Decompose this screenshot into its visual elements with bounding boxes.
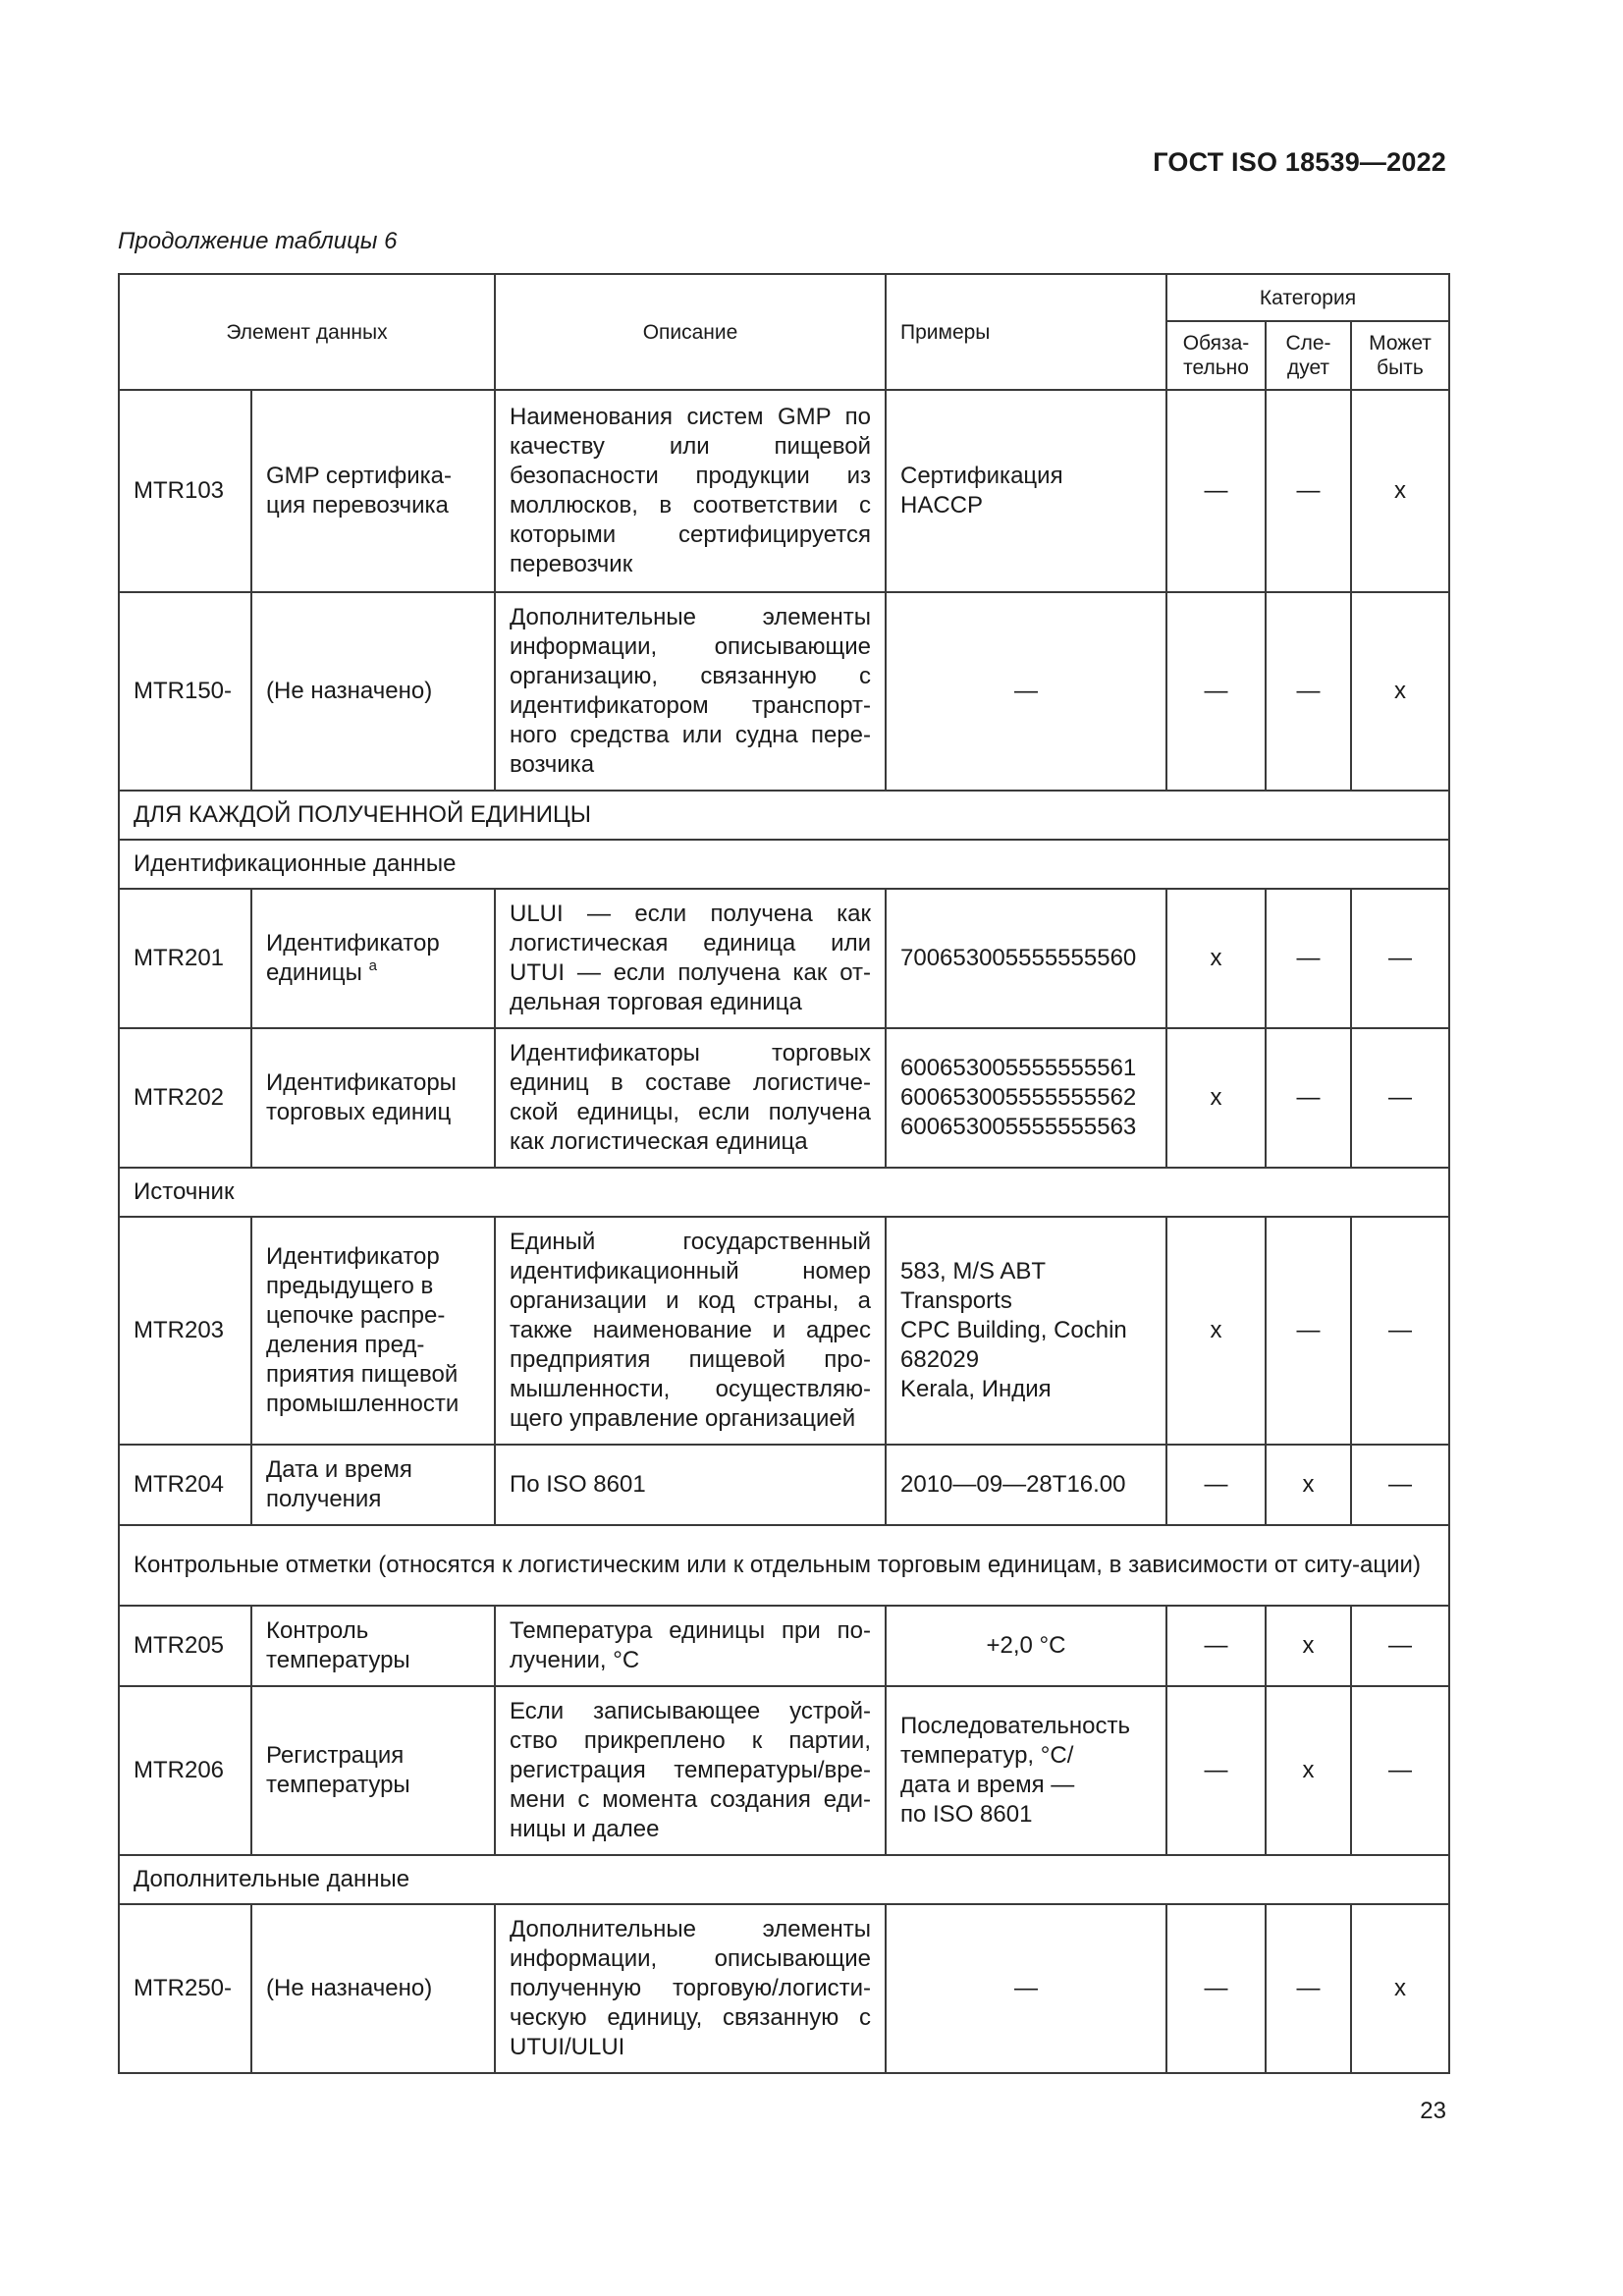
row-may: x [1351,592,1449,791]
section-identification: Идентификационные данные [119,840,1449,889]
row-example: Последовательность температур, °С/ дата и время — по ISO 8601 [886,1686,1166,1855]
row-example: Сертификация HACCP [886,390,1166,592]
section-row [119,1168,1449,1217]
row-description: Идентификаторы торговых единиц в составе логистиче-ской единицы, если получена как логистическая единица [495,1028,886,1168]
row-code: MTR205 [119,1606,251,1686]
row-mandatory: x [1166,1028,1266,1168]
footnote-marker: a [368,957,377,974]
section-source: Источник [119,1168,1449,1217]
section-row [119,791,1449,840]
row-may: — [1351,1217,1449,1445]
row-name-cell [251,889,495,1028]
header-examples: Примеры [886,274,1166,390]
row-name: (Не назначено) [251,592,495,791]
row-may: x [1351,1904,1449,2073]
row-name: Идентификаторы торговых единиц [251,1028,495,1168]
row-mandatory: x [1166,889,1266,1028]
row-code: MTR103 [119,390,251,592]
table-row [119,1445,1449,1525]
row-code: MTR203 [119,1217,251,1445]
row-example: — [886,592,1166,791]
table-row [119,889,1449,1028]
row-mandatory: — [1166,1606,1266,1686]
row-example: 583, M/S ABT Transports CPC Building, Cochin 682029 Kerala, Индия [886,1217,1166,1445]
table-row [119,1028,1449,1168]
row-mandatory: — [1166,1904,1266,2073]
row-should: — [1266,592,1351,791]
row-should: — [1266,1028,1351,1168]
row-should: — [1266,1904,1351,2073]
header-may: Может быть [1351,321,1449,390]
row-description: Если записывающее устрой-ство прикреплено к партии, регистрация температуры/вре-мени с момента создания еди-ницы и далее [495,1686,886,1855]
row-description: Дополнительные элементы информации, описывающие полученную торговую/логисти-ческую единицу, связанную с UTUI/ULUI [495,1904,886,2073]
row-name: Идентификатор предыдущего в цепочке распре- деления пред- приятия пищевой промышленности [251,1217,495,1445]
table-row [119,592,1449,791]
row-code: MTR150- [119,592,251,791]
section-row [119,1525,1449,1606]
row-may: x [1351,390,1449,592]
row-name: GMP сертифика- ция перевозчика [251,390,495,592]
table-header [119,274,1449,390]
section-row [119,840,1449,889]
table-row [119,1904,1449,2073]
table-row [119,390,1449,592]
row-should: — [1266,1217,1351,1445]
row-mandatory: x [1166,1217,1266,1445]
row-should: — [1266,889,1351,1028]
standard-number: ГОСТ ISO 18539—2022 [1153,147,1446,177]
table-row [119,1606,1449,1686]
row-mandatory: — [1166,390,1266,592]
header-mandatory: Обяза- тельно [1166,321,1266,390]
row-may: — [1351,889,1449,1028]
row-example: 2010—09—28T16.00 [886,1445,1166,1525]
row-should: — [1266,390,1351,592]
section-control: Контрольные отметки (относятся к логистическим или к отдельным торговым единицам, в зависимости от ситу-ации) [119,1525,1449,1606]
row-name: Идентификатор единицы [266,930,440,986]
section-additional: Дополнительные данные [119,1855,1449,1904]
row-should: x [1266,1686,1351,1855]
row-may: — [1351,1028,1449,1168]
row-name: Регистрация температуры [251,1686,495,1855]
section-each-unit: ДЛЯ КАЖДОЙ ПОЛУЧЕННОЙ ЕДИНИЦЫ [119,791,1449,840]
table-row [119,1217,1449,1445]
row-name: (Не назначено) [251,1904,495,2073]
row-mandatory: — [1166,1686,1266,1855]
row-should: x [1266,1445,1351,1525]
row-code: MTR202 [119,1028,251,1168]
section-row [119,1855,1449,1904]
row-description: Дополнительные элементы информации, описывающие организацию, связанную с идентификатором транспорт-ного средства или судна пере-возчика [495,592,886,791]
row-description: По ISO 8601 [495,1445,886,1525]
row-description: Наименования систем GMP по качеству или пищевой безопасности продукции из моллюсков, в соответствии с которыми сертифицируется перевозчик [495,390,886,592]
row-example: — [886,1904,1166,2073]
row-may: — [1351,1686,1449,1855]
row-code: MTR201 [119,889,251,1028]
row-description: ULUI — если получена как логистическая единица или UTUI — если получена как от-дельная торговая единица [495,889,886,1028]
row-example: +2,0 °С [886,1606,1166,1686]
table-row [119,1686,1449,1855]
row-mandatory: — [1166,592,1266,791]
row-description: Температура единицы при по-лучении, °С [495,1606,886,1686]
page-number: 23 [1420,2098,1446,2124]
header-category: Категория [1166,274,1449,321]
row-may: — [1351,1445,1449,1525]
row-name: Контроль температуры [251,1606,495,1686]
row-should: x [1266,1606,1351,1686]
row-code: MTR206 [119,1686,251,1855]
data-table [118,273,1450,2074]
row-may: — [1351,1606,1449,1686]
row-example: 700653005555555560 [886,889,1166,1028]
header-description: Описание [495,274,886,390]
row-description: Единый государственный идентификационный номер организации и код страны, а также наименование и адрес предприятия пищевой про-мышленности, осуществляю-щего управление организацией [495,1217,886,1445]
row-mandatory: — [1166,1445,1266,1525]
header-should: Сле- дует [1266,321,1351,390]
header-element: Элемент данных [119,274,495,390]
row-name: Дата и время получения [251,1445,495,1525]
row-example: 600653005555555561 600653005555555562 600653005555555563 [886,1028,1166,1168]
table-caption: Продолжение таблицы 6 [118,228,398,254]
row-code: MTR250- [119,1904,251,2073]
row-code: MTR204 [119,1445,251,1525]
